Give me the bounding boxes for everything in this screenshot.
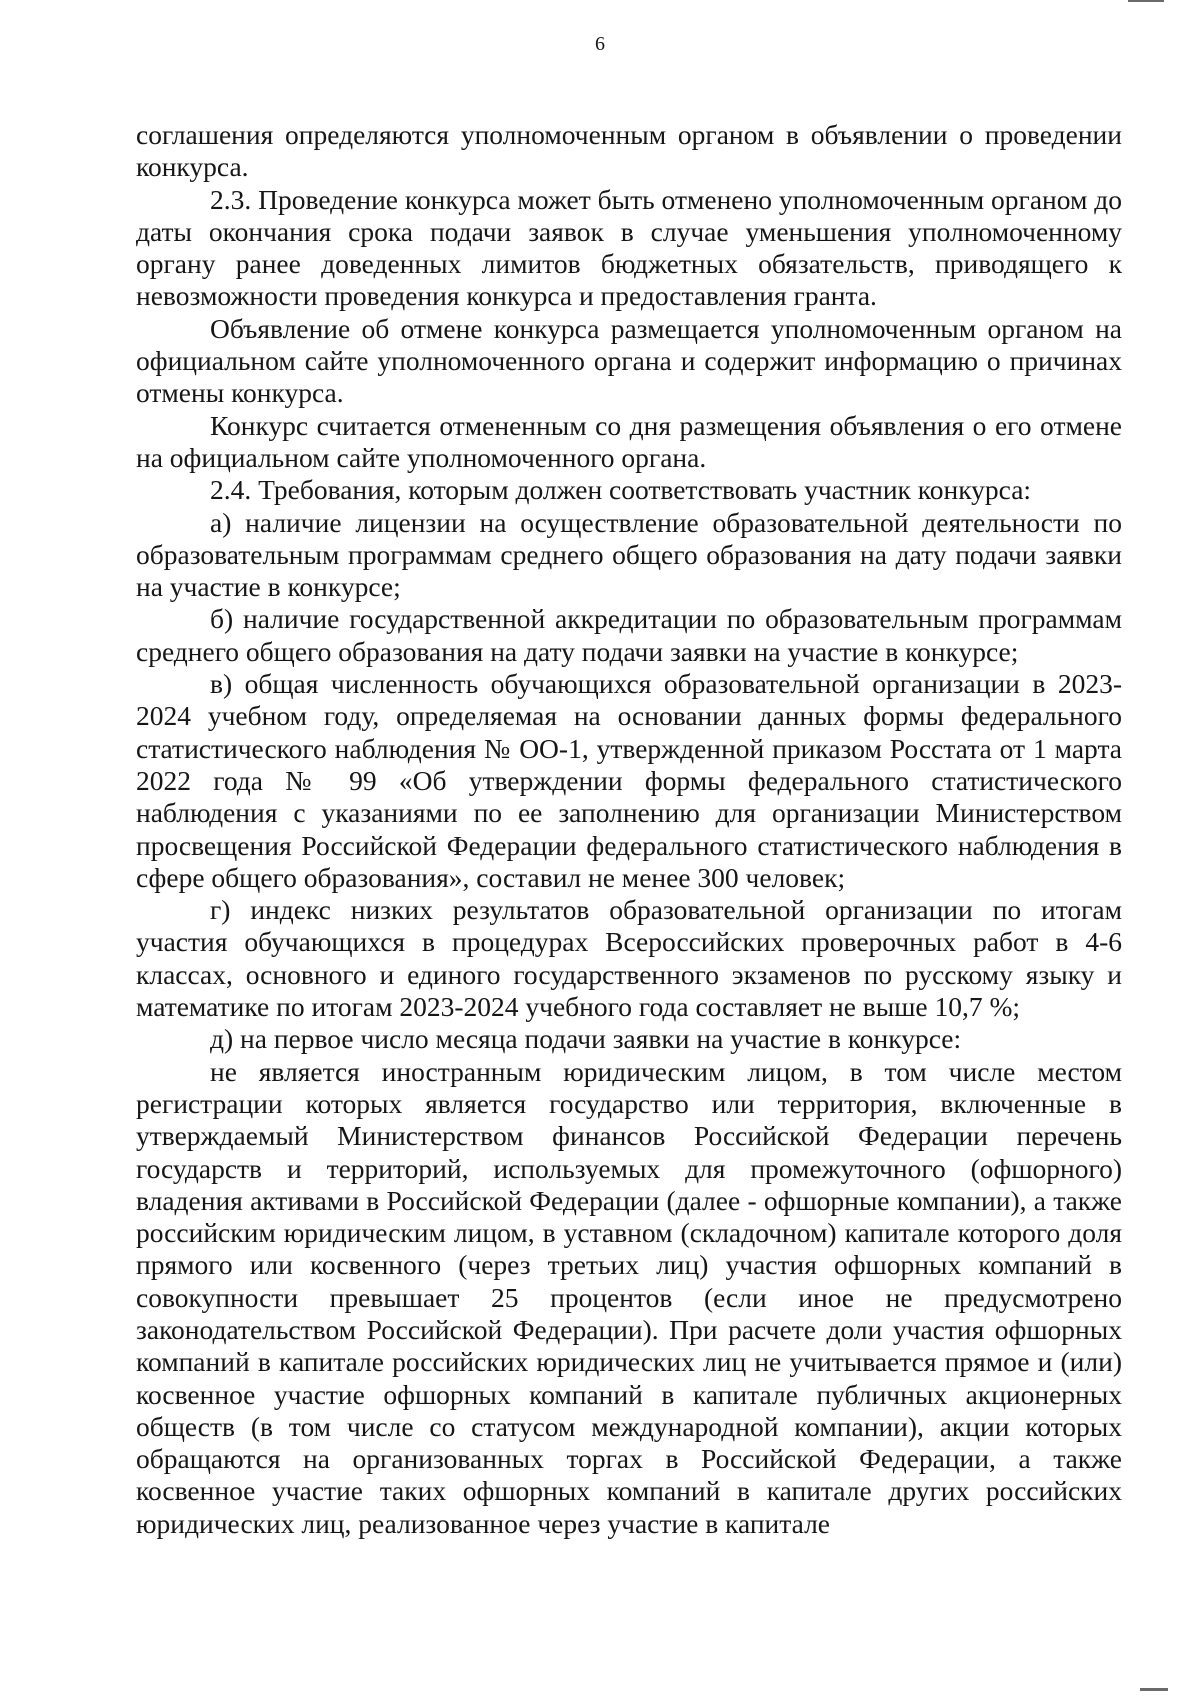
- paragraph-2-3-cancellation: 2.3. Проведение конкурса может быть отменено уполномоченным органом до даты окончания срока подачи заявок в случае уменьшения уполномоченному органу ранее доведенных лимитов бюджетных обязательств, приводящего к невозможности проведения конкурса и предоставления гранта.: [136, 183, 1122, 312]
- requirement-a-license: а) наличие лицензии на осуществление образовательной деятельности по образовательным программам среднего общего образования на дату подачи заявки на участие в конкурсе;: [136, 506, 1122, 603]
- page-number: 6: [595, 33, 605, 55]
- requirement-g-low-results-index: г) индекс низких результатов образовательной организации по итогам участия обучающихся в процедурах Всероссийских проверочных работ в 4-6 классах, основного и единого государственного экзаменов по русскому языку и математике по итогам 2023-2024 учебного года составляет не выше 10,7 %;: [136, 894, 1122, 1023]
- paragraph-agreement-terms: соглашения определяются уполномоченным органом в объявлении о проведении конкурса.: [136, 119, 1122, 183]
- paragraph-offshore-companies: не является иностранным юридическим лицом, в том числе местом регистрации которых является государство или территория, включенные в утверждаемый Министерством финансов Российской Федерации перечень государств и территорий, используемых для промежуточного (офшорного) владения активами в Российской Федерации (далее - офшорные компании), а также российским юридическим лицом, в уставном (складочном) капитале которого доля прямого или косвенного (через третьих лиц) участия офшорных компаний в совокупности превышает 25 процентов (если иное не предусмотрено законодательством Российской Федерации). При расчете доли участия офшорных компаний в капитале российских юридических лиц не учитывается прямое и (или) косвенное участие офшорных компаний в капитале публичных акционерных обществ (в том числе со статусом международной компании), акции которых обращаются на организованных торгах в Российской Федерации, а также косвенное участие таких офшорных компаний в капитале других российских юридических лиц, реализованное через участие в капитале: [136, 1055, 1122, 1539]
- scan-artifact-top-right: [1128, 0, 1164, 2]
- paragraph-cancellation-effective: Конкурс считается отмененным со дня размещения объявления о его отмене на официальном сайте уполномоченного органа.: [136, 409, 1122, 473]
- requirement-b-accreditation: б) наличие государственной аккредитации по образовательным программам среднего общего образования на дату подачи заявки на участие в конкурсе;: [136, 603, 1122, 667]
- paragraph-2-4-requirements: 2.4. Требования, которым должен соответствовать участник конкурса:: [210, 474, 1032, 506]
- scan-artifact-bottom-right: [1140, 1688, 1168, 1691]
- requirement-v-student-count: в) общая численность обучающихся образовательной организации в 2023-2024 учебном году, определяемая на основании данных формы федерального статистического наблюдения № ОО-1, утвержденной приказом Росстата от 1 марта 2022 года № 99 «Об утверждении формы федерального статистического наблюдения с указаниями по ее заполнению для организации Министерством просвещения Российской Федерации федерального статистического наблюдения в сфере общего образования», составил не менее 300 человек;: [136, 668, 1122, 893]
- paragraph-cancellation-announcement: Объявление об отмене конкурса размещается уполномоченным органом на официальном сайте уполномоченного органа и содержит информацию о причинах отмены конкурса.: [136, 312, 1122, 409]
- requirement-d-first-day: д) на первое число месяца подачи заявки на участие в конкурсе:: [210, 1023, 962, 1055]
- document-body: [136, 119, 1122, 1540]
